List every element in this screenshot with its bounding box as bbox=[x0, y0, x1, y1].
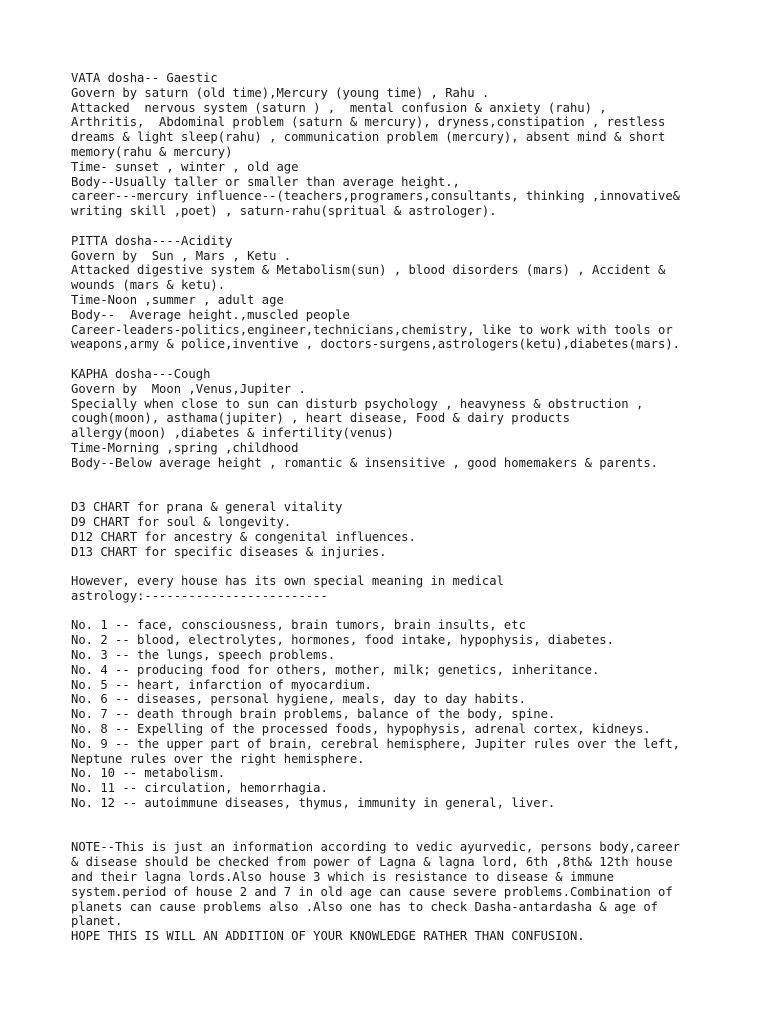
vata-line: writing skill ,poet) , saturn-rahu(spritual & astrologer). bbox=[71, 204, 497, 219]
house-item: No. 11 -- circulation, hemorrhagia. bbox=[71, 781, 328, 796]
vata-line: career---mercury influence--(teachers,programers,consultants, thinking ,innovative& bbox=[71, 189, 681, 204]
house-item: No. 2 -- blood, electrolytes, hormones, food intake, hypophysis, diabetes. bbox=[71, 633, 614, 648]
pitta-line: weapons,army & police,inventive , doctors-surgens,astrologers(ketu),diabetes(mars). bbox=[71, 337, 681, 352]
spacer bbox=[71, 604, 731, 619]
document-page bbox=[71, 71, 731, 944]
vata-line: Arthritis, Abdominal problem (saturn & mercury), dryness,constipation , restless bbox=[71, 115, 666, 130]
house-item: No. 9 -- the upper part of brain, cerebral hemisphere, Jupiter rules over the left, bbox=[71, 736, 681, 751]
kapha-line: allergy(moon) ,diabetes & infertility(venus) bbox=[71, 426, 394, 441]
chart-line: D9 CHART for soul & longevity. bbox=[71, 514, 292, 529]
house-item: No. 4 -- producing food for others, mother, milk; genetics, inheritance. bbox=[71, 662, 600, 677]
house-item: No. 10 -- metabolism. bbox=[71, 766, 226, 781]
closing-line: HOPE THIS IS WILL AN ADDITION OF YOUR KNOWLEDGE RATHER THAN CONFUSION. bbox=[71, 929, 585, 944]
pitta-line: Career-leaders-politics,engineer,technicians,chemistry, like to work with tools or bbox=[71, 322, 673, 337]
house-item: No. 7 -- death through brain problems, balance of the body, spine. bbox=[71, 707, 556, 722]
pitta-line: wounds (mars & ketu). bbox=[71, 278, 226, 293]
spacer bbox=[71, 471, 731, 501]
houses-intro bbox=[71, 574, 731, 604]
vata-line: memory(rahu & mercury) bbox=[71, 144, 233, 159]
spacer bbox=[71, 811, 731, 841]
house-item: No. 1 -- face, consciousness, brain tumors, brain insults, etc bbox=[71, 618, 526, 633]
note-line: & disease should be checked from power of Lagna & lagna lord, 6th ,8th& 12th house bbox=[71, 855, 673, 870]
houses-intro-line: However, every house has its own special meaning in medical bbox=[71, 574, 504, 589]
spacer bbox=[71, 352, 731, 367]
pitta-dosha-section bbox=[71, 234, 731, 352]
houses-list bbox=[71, 618, 731, 810]
note-line: planets can cause problems also .Also one has to check Dasha-antardasha & age of bbox=[71, 899, 658, 914]
house-item: Neptune rules over the right hemisphere. bbox=[71, 751, 365, 766]
note-line: NOTE--This is just an information according to vedic ayurvedic, persons body,career bbox=[71, 840, 681, 855]
vata-line: Attacked nervous system (saturn ) , mental confusion & anxiety (rahu) , bbox=[71, 100, 607, 115]
pitta-line: Time-Noon ,summer , adult age bbox=[71, 292, 284, 307]
chart-line: D3 CHART for prana & general vitality bbox=[71, 500, 343, 515]
kapha-heading: KAPHA dosha---Cough bbox=[71, 366, 211, 381]
kapha-line: cough(moon), asthama(jupiter) , heart disease, Food & dairy products bbox=[71, 411, 570, 426]
pitta-line: Body-- Average height.,muscled people bbox=[71, 307, 350, 322]
vata-line: Govern by saturn (old time),Mercury (young time) , Rahu . bbox=[71, 85, 490, 100]
pitta-heading: PITTA dosha----Acidity bbox=[71, 233, 233, 248]
chart-line: D13 CHART for specific diseases & injuries. bbox=[71, 544, 387, 559]
pitta-line: Attacked digestive system & Metabolism(sun) , blood disorders (mars) , Accident & bbox=[71, 263, 666, 278]
vata-line: Time- sunset , winter , old age bbox=[71, 159, 299, 174]
divisional-charts-section bbox=[71, 500, 731, 559]
kapha-line: Body--Below average height , romantic & insensitive , good homemakers & parents. bbox=[71, 455, 658, 470]
house-item: No. 6 -- diseases, personal hygiene, meals, day to day habits. bbox=[71, 692, 526, 707]
house-item: No. 8 -- Expelling of the processed foods, hypophysis, adrenal cortex, kidneys. bbox=[71, 722, 651, 737]
spacer bbox=[71, 559, 731, 574]
note-line: system.period of house 2 and 7 in old age can cause severe problems.Combination of bbox=[71, 884, 673, 899]
kapha-line: Govern by Moon ,Venus,Jupiter . bbox=[71, 381, 306, 396]
vata-line: Body--Usually taller or smaller than average height., bbox=[71, 174, 460, 189]
vata-line: dreams & light sleep(rahu) , communication problem (mercury), absent mind & short bbox=[71, 130, 666, 145]
house-item: No. 3 -- the lungs, speech problems. bbox=[71, 648, 336, 663]
pitta-line: Govern by Sun , Mars , Ketu . bbox=[71, 248, 292, 263]
houses-intro-line: astrology:------------------------- bbox=[71, 588, 328, 603]
kapha-line: Specially when close to sun can disturb psychology , heavyness & obstruction , bbox=[71, 396, 644, 411]
vata-heading: VATA dosha-- Gaestic bbox=[71, 71, 218, 85]
chart-line: D12 CHART for ancestry & congenital influences. bbox=[71, 529, 416, 544]
spacer bbox=[71, 219, 731, 234]
house-item: No. 12 -- autoimmune diseases, thymus, immunity in general, liver. bbox=[71, 796, 556, 811]
kapha-line: Time-Morning ,spring ,childhood bbox=[71, 440, 299, 455]
vata-dosha-section bbox=[71, 71, 731, 219]
note-line: and their lagna lords.Also house 3 which is resistance to disease & immune bbox=[71, 870, 614, 885]
house-item: No. 5 -- heart, infarction of myocardium. bbox=[71, 677, 372, 692]
kapha-dosha-section bbox=[71, 367, 731, 471]
note-line: planet. bbox=[71, 914, 123, 929]
note-section bbox=[71, 840, 731, 944]
